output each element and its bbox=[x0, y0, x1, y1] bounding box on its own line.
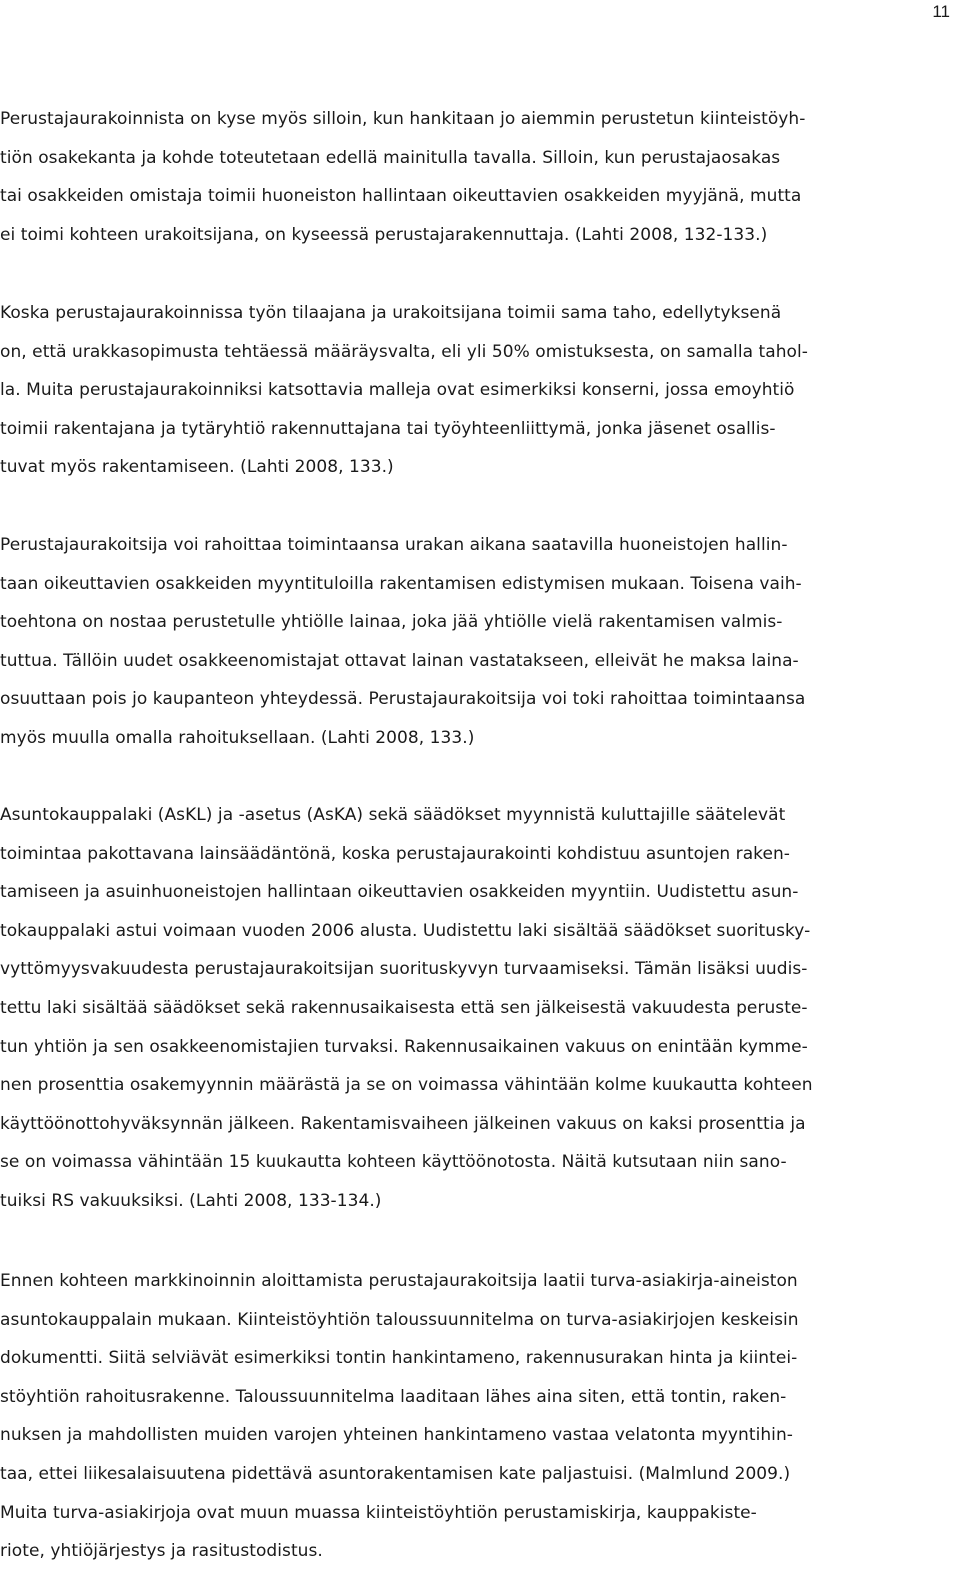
paragraph-perustajaurakointi-control: Koska perustajaurakoinnissa työn tilaajana ja urakoitsijana toimii sama taho, edellytyksenä on, että urakkasopimusta tehtäessä määräysvalta, eli yli 50% omistuksesta, on samalla tahol- la. Muita perustajaurakoinniksi katsottavia malleja ovat esimerkiksi konserni, jossa emoyhtiö toimii rakentajana ja tytäryhtiö rakennuttajana tai työyhteenliittymä, jonka jäsenet osallis- tuvat myös rakentamiseen. (Lahti 2008, 133.) bbox=[0, 303, 808, 478]
paragraph-perustajaurakointi-definition: Perustajaurakoinnista on kyse myös silloin, kun hankitaan jo aiemmin perustetun kiinteistöyh- tiön osakekanta ja kohde toteutetaan edellä mainitulla tavalla. Silloin, kun perustajaosakas tai osakkeiden omistaja toimii huoneiston hallintaan oikeuttavien osakkeiden myyjänä, mutta ei toimi kohteen urakoitsijana, on kyseessä perustajarakennuttaja. (Lahti 2008, 132-133.) bbox=[0, 109, 806, 245]
paragraph-turva-asiakirjat: Ennen kohteen markkinoinnin aloittamista perustajaurakoitsija laatii turva-asiakirja-aineiston asuntokauppalain mukaan. Kiinteistöyhtiön taloussuunnitelma on turva-asiakirjojen keskeisin dokumentti. Siitä selviävät esimerkiksi tontin hankintameno, rakennusurakan hinta ja kiintei- stöyhtiön rahoitusrakenne. Taloussuunnitelma laaditaan lähes aina siten, että tontin, raken- nuksen ja mahdollisten muiden varojen yhteinen hankintameno vastaa velatonta myyntihin- taa, ettei liikesalaisuutena pidettävä asuntorakentamisen kate paljastuisi. (Malmlund 2009.) Muita turva-asiakirjoja ovat muun muassa kiinteistöyhtiön perustamiskirja, kauppakiste- riote, yhtiöjärjestys ja rasitustodistus. bbox=[0, 1271, 799, 1562]
page-number: 11 bbox=[932, 2, 950, 21]
paragraph-financing: Perustajaurakoitsija voi rahoittaa toimintaansa urakan aikana saatavilla huoneistojen hallin- taan oikeuttavien osakkeiden myyntituloilla rakentamisen edistymisen mukaan. Toisena vaih- toehtona on nostaa perustetulle yhtiölle lainaa, joka jää yhtiölle vielä rakentamisen valmis- tuttua. Tällöin uudet osakkeenomistajat ottavat lainan vastatakseen, elleivät he maksa laina- osuuttaan pois jo kaupanteon yhteydessä. Perustajaurakoitsija voi toki rahoittaa toimintaansa myös muulla omalla rahoituksellaan. (Lahti 2008, 133.) bbox=[0, 535, 806, 748]
paragraph-asuntokauppalaki: Asuntokauppalaki (AsKL) ja -asetus (AsKA) sekä säädökset myynnistä kuluttajille säätelevät toimintaa pakottavana lainsäädäntönä, koska perustajaurakointi kohdistuu asuntojen raken- tamiseen ja asuinhuoneistojen hallintaan oikeuttavien osakkeiden myyntiin. Uudistettu asun- tokauppalaki astui voimaan vuoden 2006 alusta. Uudistettu laki sisältää säädökset suoritusky- vyttömyysvakuudesta perustajaurakoitsijan suorituskyvyn turvaamiseksi. Tämän lisäksi uudis- tettu laki sisältää säädökset sekä rakennusaikaisesta että sen jälkeisestä vakuudesta peruste- tun yhtiön ja sen osakkeenomistajien turvaksi. Rakennusaikainen vakuus on enintään kymme- nen prosenttia osakemyynnin määrästä ja se on voimassa vähintään kolme kuukautta kohteen käyttöönottohyväksynnän jälkeen. Rakentamisvaiheen jälkeinen vakuus on kaksi prosenttia ja se on voimassa vähintään 15 kuukautta kohteen käyttöönotosta. Näitä kutsutaan niin sano- tuiksi RS vakuuksiksi. (Lahti 2008, 133-134.) bbox=[0, 805, 813, 1211]
